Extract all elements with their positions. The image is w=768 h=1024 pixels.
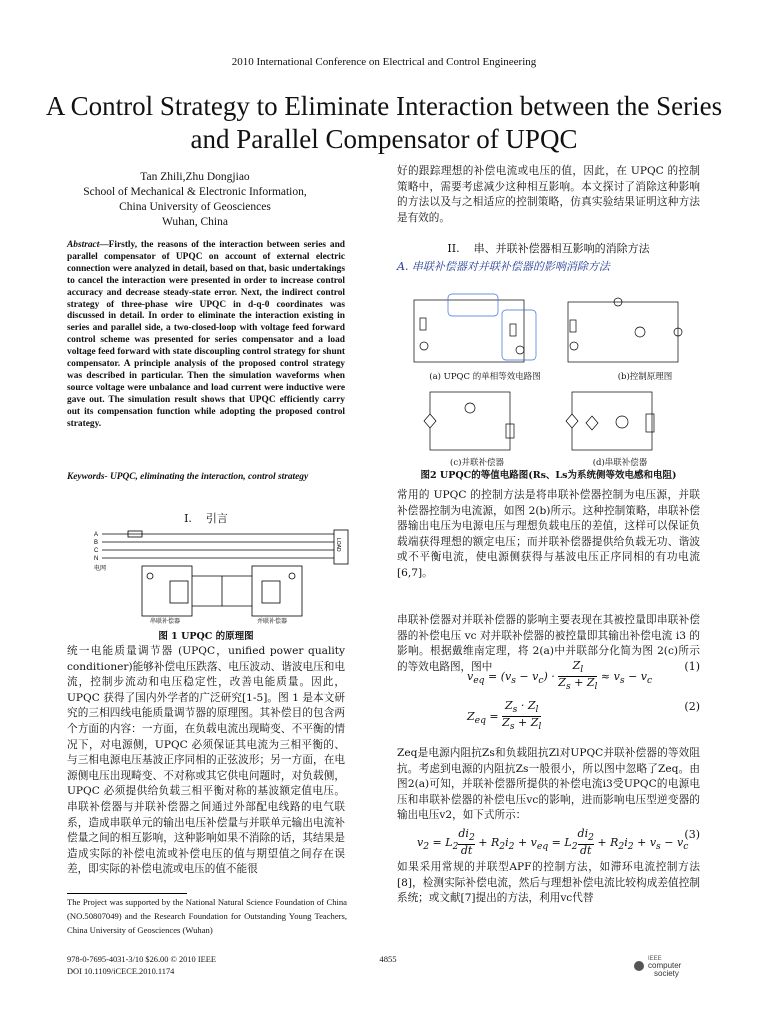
funding-footnote: The Project was supported by the National Natural Science Foundation of China (NO.50807049) and the Research Foundation for Outstanding Young Teachers, China University of Geosciences (Wuhan) (67, 897, 347, 935)
right-paragraph-2: 常用的 UPQC 的控制方法是将串联补偿器控制为电压源，并联补偿器控制为电流源，如图 2(b)所示。这种控制策略，串联补偿器输出电压为电源电压与理想负载电压的差值，这样可以保证负载端获得理想的额定电压；而并联补偿器提供给负载无功、谐波或不平衡电流，使电源侧获得与基波电压正序同相的有功电流[6,7]。 (397, 489, 700, 579)
neutral-label: N (94, 556, 99, 562)
figure-2c-shunt-circuit (420, 384, 530, 456)
svg-text:society: society (654, 969, 679, 978)
section-1-number: I. (184, 512, 192, 525)
grid-label: 电网 (94, 566, 107, 572)
figure-2d-caption: (d)串联补偿器 (592, 458, 648, 468)
figure-1-caption: 图 1 UPQC 的原理图 (158, 631, 254, 642)
author-names: Tan Zhili,Zhu Dongjiao (140, 171, 250, 183)
right-paragraph-4: Zeq是电源内阻抗Zs和负载阻抗Zl对UPQC并联补偿器的等效阻抗。考虑到电源的内阻抗Zs一般很小，所以图中忽略了Zeq。由图2(a)可知，并联补偿器所提供的补偿电流i3受UPQC的电源电压和串联补偿器的补偿电压vc的影响，进而影响电压型逆变器的输出电压v2，如下式所示： (397, 747, 700, 822)
figure-2b-caption: (b)控制原理图 (617, 372, 673, 382)
footnote-divider (67, 893, 187, 894)
page-number: 4855 (379, 954, 397, 964)
doi-line: DOI 10.1109/iCECE.2010.1174 (67, 967, 175, 976)
affiliation-city: Wuhan, China (162, 216, 228, 228)
subsection-a-heading: A. 串联补偿器对并联补偿器的影响消除方法 (397, 260, 610, 273)
equation-1-number: (1) (684, 660, 700, 673)
section-2-number: II. (447, 242, 460, 255)
equation-2-number: (2) (684, 700, 700, 713)
figure-1-schematic (92, 526, 357, 626)
abstract-label: Abstract (67, 240, 100, 250)
series-compensator-label: 串联补偿器 (150, 619, 181, 625)
author-block (70, 170, 320, 230)
figure-2c-caption: (c)并联补偿器 (450, 458, 504, 468)
figure-2-caption: 图2 UPQC的等值电路图(Rs、Ls为系统侧等效电感和电阻) (420, 470, 677, 481)
intro-paragraph: 统一电能质量调节器 (UPQC，unified power quality conditioner)能够补偿电压跌落、电压波动、谐波电压和电流，控制步流动和电压稳定性，改善电能质量。因此，UPQC 获得了国内外学者的广泛研究[1-5]。图 1 是本文研究的三相四线电能质量调节器的原理图。其补偿目的包含两个方面的内容：一方面，在负载电流出现畸变、不平衡的情况下，对电源侧，UPQC 必须保证其电流为三相平衡的、与三相电源电压基波正序同相的正弦波形；另一方面，在电源侧电压出现畸变、不对称或其它供电问题时，对负载侧，UPQC 必须提供给负载三相平衡对称的基波额定值电压。串联补偿器与并联补偿器之间通过外部配电线路的电气联系，造成串联单元的输出电压补偿量与并联单元输出电流补偿量之间的相互影响，这种影响如果不消除的话，其结果是造成实际的补偿电流或补偿电压的值与期望值之间存在误差，即实际的补偿电流或电压的值不能很 (67, 645, 345, 876)
figure-2b-control (560, 290, 700, 370)
abstract-text: —Firstly, the reasons of the interaction between series and parallel compensator of UPQC on account of external electric connection were analyzed in detail, based on that, basic undertakings to cancel the interaction were presented in order to increase control accuracy and decrease steady-state error. Next, the indirect control strategy of three-phase wire UPQC in d-q-0 coordinates was discussed in detail. In order to eliminate the interaction existing in series and parallel side, a two-closed-loop with voltage feed forward control scheme was presented for series compensator and a load voltage feed forward with state discoupling control strategy for shunt compensator. A principle analysis of the proposed control strategy was described in particular. Then the simulation waveforms when source voltage were unbalance and load current were inductive were gave out. The simulation result shows that UPQC efficiently carry out its compensation function while adopting the proposed control strategy. (67, 240, 345, 429)
keywords: Keywords- UPQC, eliminating the interaction, control strategy (67, 472, 309, 482)
load-label: LOAD (335, 538, 341, 552)
right-paragraph-5: 如果采用常规的并联型APF的控制方法，如滞环电流控制方法[8]，检测实际补偿电流，然后与理想补偿电流比较构成差值控制系统；或文献[7]提出的方法，利用vc代替 (397, 861, 700, 905)
abstract (67, 240, 345, 431)
phase-a-label: A (94, 532, 99, 538)
figure-2a-circuit (410, 290, 550, 370)
conference-header: 2010 International Conference on Electrical and Control Engineering (231, 56, 537, 68)
affiliation-line-2: China University of Geosciences (119, 201, 271, 213)
paper-title: A Control Strategy to Eliminate Interaction between the Series and Parallel Compensator of UPQC (45, 91, 723, 154)
section-1-heading (67, 510, 345, 526)
shunt-compensator-label: 并联补偿器 (257, 619, 288, 625)
phase-c-label: C (94, 548, 99, 554)
isbn-line: 978-0-7695-4031-3/10 $26.00 © 2010 IEEE (67, 955, 216, 964)
svg-text:IEEE: IEEE (648, 956, 662, 962)
svg-text:computer: computer (648, 961, 682, 970)
figure-2d-series-circuit (562, 384, 672, 456)
equation-2: $Z_{eq}$ = $\frac{Z_s \cdot Z_l}{Z_s + Z_l}$ (2) (467, 699, 700, 733)
phase-b-label: B (94, 540, 99, 546)
equation-1: $v_{eq} = (v_s - v_c)$ · $\frac{Z_l}{Z_s + Z_l}$ ≈ $v_s - v_c$ (1) (467, 659, 700, 693)
right-paragraph-3: 串联补偿器对并联补偿器的影响主要表现在其被控量即串联补偿器的补偿电压 vc 对并联补偿器的被控量即其输出补偿电流 i3 的影响。根据戴维南定理，将 2(a)中并联部分化简为图 2(c)所示的等效电路图，图中 (397, 614, 700, 673)
figure-2a-caption: (a) UPQC 的单相等效电路图 (429, 372, 541, 382)
equation-3: $v_2 = L_2$ $\frac{di_2}{dt}$ + $R_2i_2 + v_{eq} = L_2$ $\frac{di_2}{dt}$ + $R_2i_2 + v_s - v_c$ (3) (417, 827, 700, 858)
affiliation-line-1: School of Mechanical & Electronic Information, (83, 186, 307, 198)
equation-3-number: (3) (684, 828, 700, 841)
copyright-block (67, 954, 216, 978)
section-2-heading (397, 240, 700, 256)
section-1-title: 引言 (205, 512, 228, 525)
ieee-computer-society-logo (632, 948, 702, 980)
section-2-title: 串、并联补偿器相互影响的消除方法 (473, 242, 650, 255)
right-paragraph-1: 好的跟踪理想的补偿电流或电压的值，因此，在 UPQC 的控制策略中，需要考虑减少这种相互影响。本文探讨了消除这种影响的方法以及与之相适应的控制策略，仿真实验结果证明这种方法是有效的。 (397, 165, 700, 224)
